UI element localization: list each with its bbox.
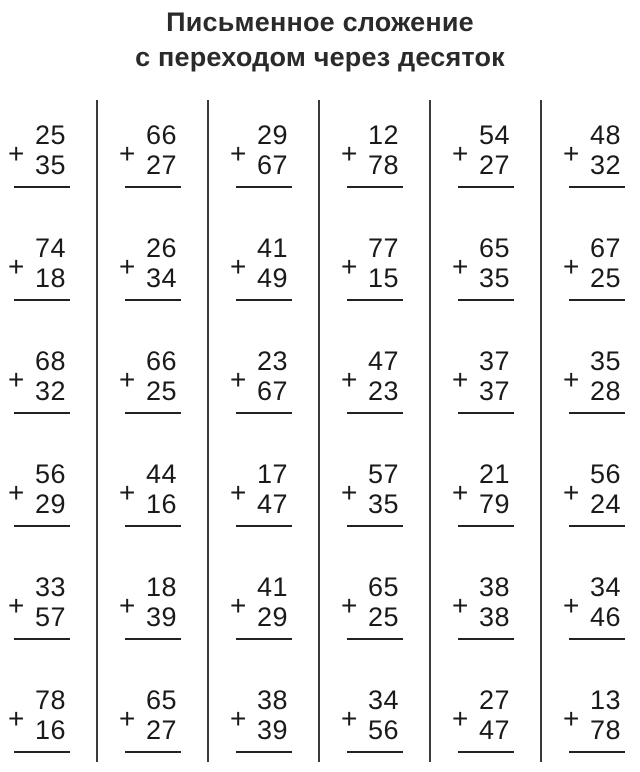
plus-sign: +: [8, 590, 25, 621]
first-addend: 18: [145, 572, 177, 602]
plus-sign: +: [119, 477, 136, 508]
sum-underline: [569, 525, 625, 527]
sum-underline: [569, 299, 625, 301]
sum-underline: [236, 638, 292, 640]
first-addend: 56: [589, 459, 621, 489]
second-addend: 78: [589, 715, 621, 745]
first-addend: 77: [367, 233, 399, 263]
plus-sign: +: [230, 703, 247, 734]
sum-underline: [458, 412, 514, 414]
second-addend: 27: [145, 715, 177, 745]
sum-underline: [236, 525, 292, 527]
plus-sign: +: [341, 364, 358, 395]
plus-sign: +: [452, 251, 469, 282]
plus-sign: +: [452, 138, 469, 169]
first-addend: 37: [478, 346, 510, 376]
first-addend: 38: [478, 572, 510, 602]
addition-problem: [444, 346, 548, 426]
problem-column: [444, 100, 548, 772]
problem-column: [222, 100, 326, 772]
addition-problem: [222, 120, 326, 200]
first-addend: 47: [367, 346, 399, 376]
sum-underline: [569, 638, 625, 640]
sum-underline: [458, 186, 514, 188]
addition-problem: [0, 120, 104, 200]
addition-problem: [444, 120, 548, 200]
addition-problem: [222, 572, 326, 652]
sum-underline: [569, 412, 625, 414]
addition-problem: [555, 685, 640, 765]
plus-sign: +: [230, 138, 247, 169]
plus-sign: +: [563, 477, 580, 508]
first-addend: 54: [478, 120, 510, 150]
addition-problem: [111, 572, 215, 652]
sum-underline: [14, 299, 70, 301]
first-addend: 41: [256, 233, 288, 263]
sum-underline: [236, 186, 292, 188]
plus-sign: +: [8, 477, 25, 508]
addition-problem: [333, 233, 437, 313]
second-addend: 38: [478, 602, 510, 632]
plus-sign: +: [563, 364, 580, 395]
second-addend: 29: [256, 602, 288, 632]
worksheet-title-line-2: с переходом через десяток: [135, 42, 505, 72]
problems-grid: [0, 100, 640, 772]
second-addend: 37: [478, 376, 510, 406]
addition-problem: [333, 346, 437, 426]
addition-problem: [0, 459, 104, 539]
plus-sign: +: [563, 251, 580, 282]
second-addend: 34: [145, 263, 177, 293]
sum-underline: [125, 638, 181, 640]
first-addend: 34: [367, 685, 399, 715]
first-addend: 29: [256, 120, 288, 150]
plus-sign: +: [230, 251, 247, 282]
sum-underline: [458, 525, 514, 527]
second-addend: 29: [34, 489, 66, 519]
worksheet-title-line-1: Письменное сложение: [166, 7, 474, 37]
addition-problem: [222, 346, 326, 426]
first-addend: 68: [34, 346, 66, 376]
second-addend: 35: [478, 263, 510, 293]
plus-sign: +: [230, 477, 247, 508]
sum-underline: [14, 412, 70, 414]
addition-problem: [0, 572, 104, 652]
sum-underline: [14, 525, 70, 527]
second-addend: 78: [367, 150, 399, 180]
first-addend: 44: [145, 459, 177, 489]
addition-problem: [0, 685, 104, 765]
sum-underline: [347, 525, 403, 527]
first-addend: 65: [367, 572, 399, 602]
sum-underline: [236, 299, 292, 301]
second-addend: 16: [34, 715, 66, 745]
addition-problem: [333, 572, 437, 652]
second-addend: 49: [256, 263, 288, 293]
second-addend: 25: [589, 263, 621, 293]
first-addend: 65: [145, 685, 177, 715]
first-addend: 34: [589, 572, 621, 602]
sum-underline: [236, 412, 292, 414]
addition-problem: [444, 459, 548, 539]
addition-problem: [444, 233, 548, 313]
sum-underline: [347, 186, 403, 188]
first-addend: 65: [478, 233, 510, 263]
plus-sign: +: [341, 703, 358, 734]
second-addend: 35: [367, 489, 399, 519]
sum-underline: [14, 638, 70, 640]
sum-underline: [458, 299, 514, 301]
first-addend: 56: [34, 459, 66, 489]
first-addend: 66: [145, 120, 177, 150]
plus-sign: +: [119, 251, 136, 282]
first-addend: 74: [34, 233, 66, 263]
first-addend: 26: [145, 233, 177, 263]
second-addend: 23: [367, 376, 399, 406]
sum-underline: [569, 751, 625, 753]
sum-underline: [14, 751, 70, 753]
second-addend: 25: [367, 602, 399, 632]
second-addend: 47: [478, 715, 510, 745]
addition-problem: [111, 685, 215, 765]
plus-sign: +: [452, 703, 469, 734]
first-addend: 66: [145, 346, 177, 376]
sum-underline: [458, 751, 514, 753]
addition-problem: [333, 459, 437, 539]
sum-underline: [236, 751, 292, 753]
second-addend: 57: [34, 602, 66, 632]
plus-sign: +: [8, 138, 25, 169]
sum-underline: [125, 412, 181, 414]
first-addend: 38: [256, 685, 288, 715]
plus-sign: +: [563, 703, 580, 734]
addition-problem: [111, 346, 215, 426]
addition-problem: [444, 572, 548, 652]
addition-problem: [222, 685, 326, 765]
first-addend: 78: [34, 685, 66, 715]
second-addend: 28: [589, 376, 621, 406]
plus-sign: +: [8, 703, 25, 734]
addition-problem: [222, 233, 326, 313]
addition-problem: [111, 120, 215, 200]
plus-sign: +: [8, 364, 25, 395]
sum-underline: [569, 186, 625, 188]
second-addend: 39: [256, 715, 288, 745]
addition-problem: [555, 120, 640, 200]
plus-sign: +: [452, 477, 469, 508]
second-addend: 32: [589, 150, 621, 180]
sum-underline: [14, 186, 70, 188]
sum-underline: [125, 299, 181, 301]
second-addend: 67: [256, 376, 288, 406]
addition-problem: [555, 233, 640, 313]
plus-sign: +: [563, 138, 580, 169]
addition-problem: [333, 120, 437, 200]
plus-sign: +: [563, 590, 580, 621]
plus-sign: +: [452, 364, 469, 395]
sum-underline: [125, 186, 181, 188]
addition-problem: [0, 233, 104, 313]
second-addend: 39: [145, 602, 177, 632]
second-addend: 16: [145, 489, 177, 519]
problem-column: [111, 100, 215, 772]
addition-problem: [111, 459, 215, 539]
plus-sign: +: [452, 590, 469, 621]
plus-sign: +: [341, 251, 358, 282]
addition-problem: [555, 459, 640, 539]
sum-underline: [125, 525, 181, 527]
plus-sign: +: [119, 364, 136, 395]
plus-sign: +: [341, 590, 358, 621]
first-addend: 35: [589, 346, 621, 376]
second-addend: 15: [367, 263, 399, 293]
addition-problem: [555, 572, 640, 652]
problem-column: [555, 100, 640, 772]
addition-problem: [222, 459, 326, 539]
first-addend: 41: [256, 572, 288, 602]
first-addend: 25: [34, 120, 66, 150]
second-addend: 27: [145, 150, 177, 180]
plus-sign: +: [8, 251, 25, 282]
first-addend: 27: [478, 685, 510, 715]
first-addend: 13: [589, 685, 621, 715]
first-addend: 21: [478, 459, 510, 489]
addition-problem: [555, 346, 640, 426]
plus-sign: +: [230, 364, 247, 395]
sum-underline: [347, 412, 403, 414]
second-addend: 67: [256, 150, 288, 180]
sum-underline: [347, 299, 403, 301]
second-addend: 35: [34, 150, 66, 180]
problem-column: [0, 100, 104, 772]
first-addend: 57: [367, 459, 399, 489]
plus-sign: +: [119, 590, 136, 621]
second-addend: 56: [367, 715, 399, 745]
plus-sign: +: [119, 138, 136, 169]
first-addend: 67: [589, 233, 621, 263]
second-addend: 24: [589, 489, 621, 519]
second-addend: 79: [478, 489, 510, 519]
addition-problem: [111, 233, 215, 313]
sum-underline: [458, 638, 514, 640]
first-addend: 48: [589, 120, 621, 150]
addition-problem: [0, 346, 104, 426]
plus-sign: +: [341, 138, 358, 169]
first-addend: 17: [256, 459, 288, 489]
first-addend: 12: [367, 120, 399, 150]
second-addend: 27: [478, 150, 510, 180]
second-addend: 46: [589, 602, 621, 632]
sum-underline: [347, 751, 403, 753]
addition-problem: [444, 685, 548, 765]
second-addend: 18: [34, 263, 66, 293]
first-addend: 23: [256, 346, 288, 376]
plus-sign: +: [341, 477, 358, 508]
sum-underline: [347, 638, 403, 640]
sum-underline: [125, 751, 181, 753]
first-addend: 33: [34, 572, 66, 602]
plus-sign: +: [230, 590, 247, 621]
problem-column: [333, 100, 437, 772]
plus-sign: +: [119, 703, 136, 734]
second-addend: 25: [145, 376, 177, 406]
second-addend: 32: [34, 376, 66, 406]
addition-problem: [333, 685, 437, 765]
second-addend: 47: [256, 489, 288, 519]
